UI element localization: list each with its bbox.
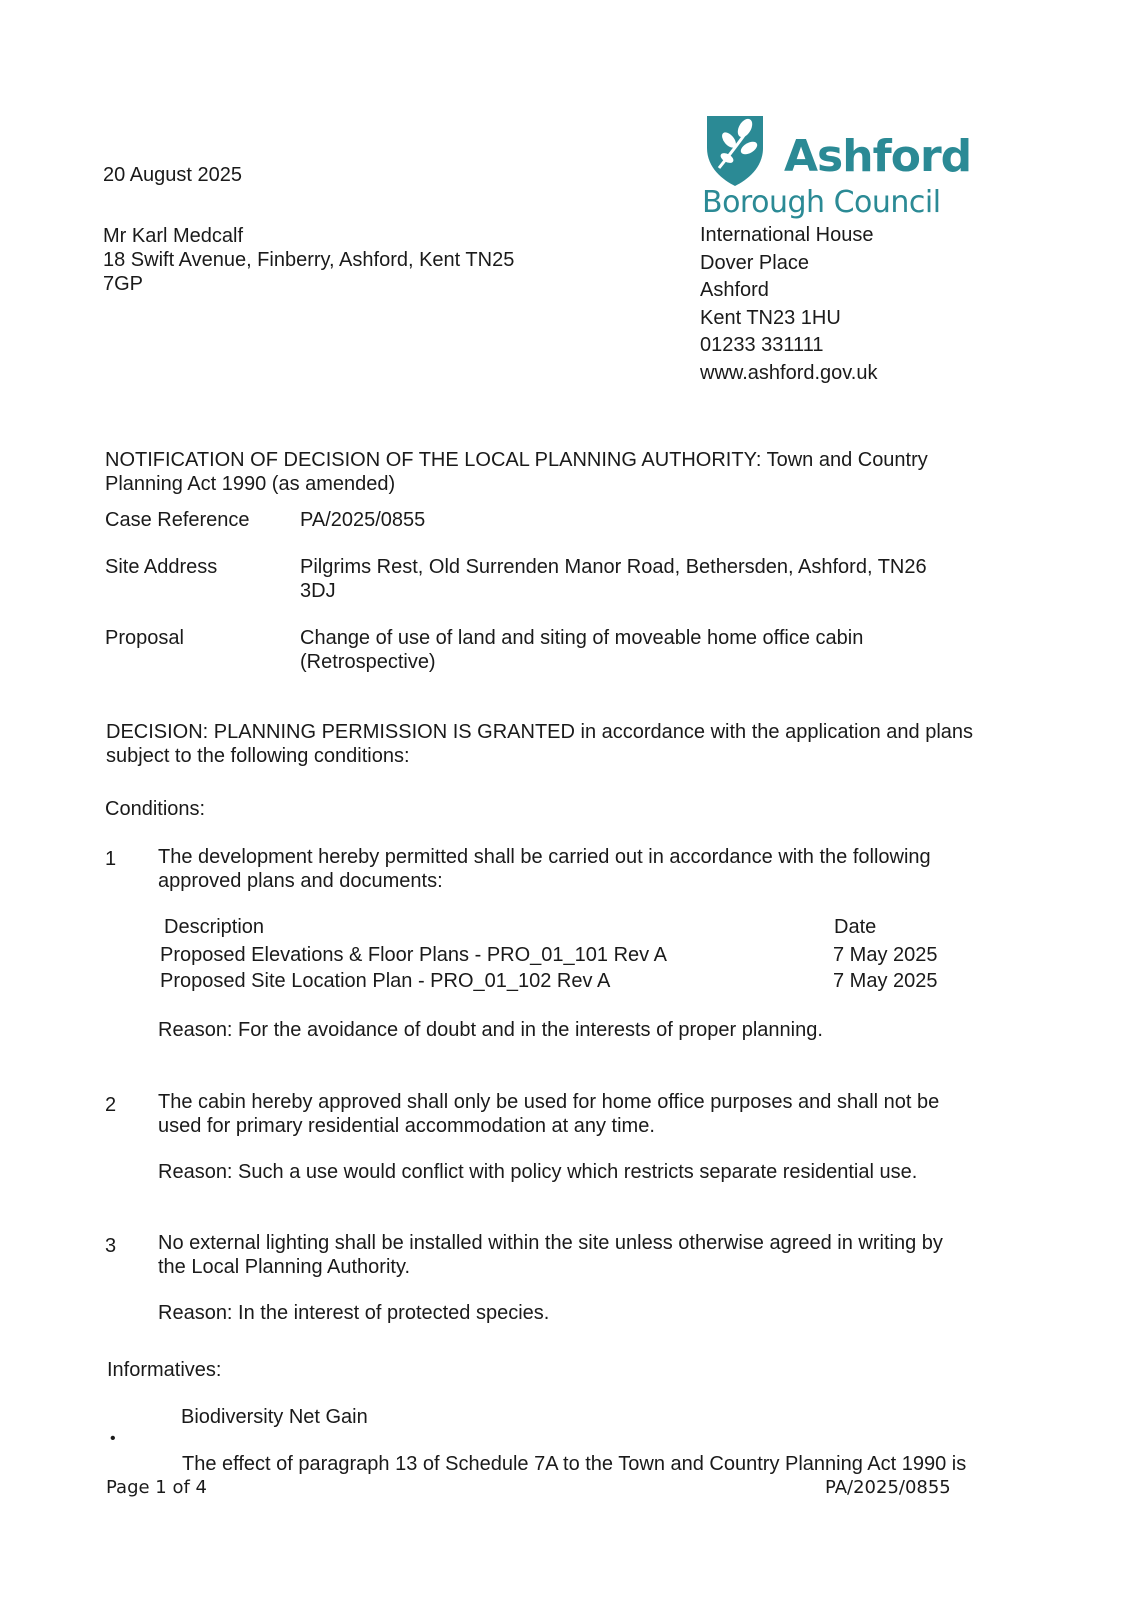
recipient-block <box>103 224 514 296</box>
council-address-line: Kent TN23 1HU <box>700 306 841 329</box>
recipient-address-line2: 7GP <box>103 273 144 295</box>
case-reference-label: Case Reference <box>105 509 250 531</box>
plans-table-header <box>164 914 964 941</box>
site-address-value: Pilgrims Rest, Old Surrenden Manor Road, Bethersden, Ashford, TN26 3DJ <box>300 556 927 602</box>
site-address-label: Site Address <box>105 556 218 578</box>
page-number: Page 1 of 4 <box>106 1477 207 1498</box>
condition-text: No external lighting shall be installed within the site unless otherwise agreed in writing by the Local Planning Authority. <box>158 1232 943 1278</box>
condition-number: 1 <box>105 848 117 870</box>
conditions-heading: Conditions: <box>105 798 206 820</box>
condition-reason: Reason: In the interest of protected species. <box>158 1302 550 1324</box>
table-row: Proposed Elevations & Floor Plans - PRO_01_101 Rev A 7 May 2025 <box>160 944 938 966</box>
council-address-line: Dover Place <box>700 251 809 274</box>
bullet-icon: • <box>110 1430 116 1447</box>
informative-title: Biodiversity Net Gain <box>181 1406 368 1428</box>
council-logo <box>702 114 972 224</box>
decision-statement: DECISION: PLANNING PERMISSION IS GRANTED in accordance with the application and plans subject to the following conditions: <box>106 721 974 767</box>
proposal-value: Change of use of land and siting of moveable home office cabin (Retrospective) <box>300 627 864 673</box>
informative-text: The effect of paragraph 13 of Schedule 7A to the Town and Country Planning Act 1990 is <box>182 1453 967 1475</box>
logo-wordmark-ashford: Ashford <box>784 131 972 182</box>
table-header-date: Date <box>834 916 877 938</box>
condition-number: 3 <box>105 1235 117 1257</box>
logo-wordmark-borough: Borough Council <box>702 185 941 220</box>
condition-number: 2 <box>105 1094 117 1116</box>
recipient-name: Mr Karl Medcalf <box>103 225 244 247</box>
shield-leaf-icon <box>705 114 765 186</box>
council-website: www.ashford.gov.uk <box>700 361 878 384</box>
council-address-line: Ashford <box>700 279 769 301</box>
condition-reason: Reason: Such a use would conflict with policy which restricts separate residential use. <box>158 1161 918 1183</box>
table-header-description: Description <box>164 916 265 938</box>
council-address <box>700 222 878 387</box>
condition-text: The development hereby permitted shall be carried out in accordance with the following approved plans and documents: <box>158 846 931 892</box>
condition-reason: Reason: For the avoidance of doubt and in the interests of proper planning. <box>158 1019 823 1041</box>
recipient-address-line1: 18 Swift Avenue, Finberry, Ashford, Kent TN25 <box>103 249 515 271</box>
letter-date: 20 August 2025 <box>103 164 243 186</box>
footer-reference: PA/2025/0855 <box>825 1477 951 1498</box>
case-reference-value: PA/2025/0855 <box>300 509 426 531</box>
proposal-label: Proposal <box>105 627 184 649</box>
notice-heading: NOTIFICATION OF DECISION OF THE LOCAL PLANNING AUTHORITY: Town and Country Planning Act 1990 (as amended) <box>105 449 928 495</box>
table-row: Proposed Site Location Plan - PRO_01_102 Rev A 7 May 2025 <box>160 970 938 992</box>
informatives-heading: Informatives: <box>107 1359 222 1381</box>
council-address-line: International House <box>700 224 874 246</box>
condition-text: The cabin hereby approved shall only be used for home office purposes and shall not be used for primary residential accommodation at any time. <box>158 1091 940 1137</box>
council-phone: 01233 331111 <box>700 334 824 356</box>
